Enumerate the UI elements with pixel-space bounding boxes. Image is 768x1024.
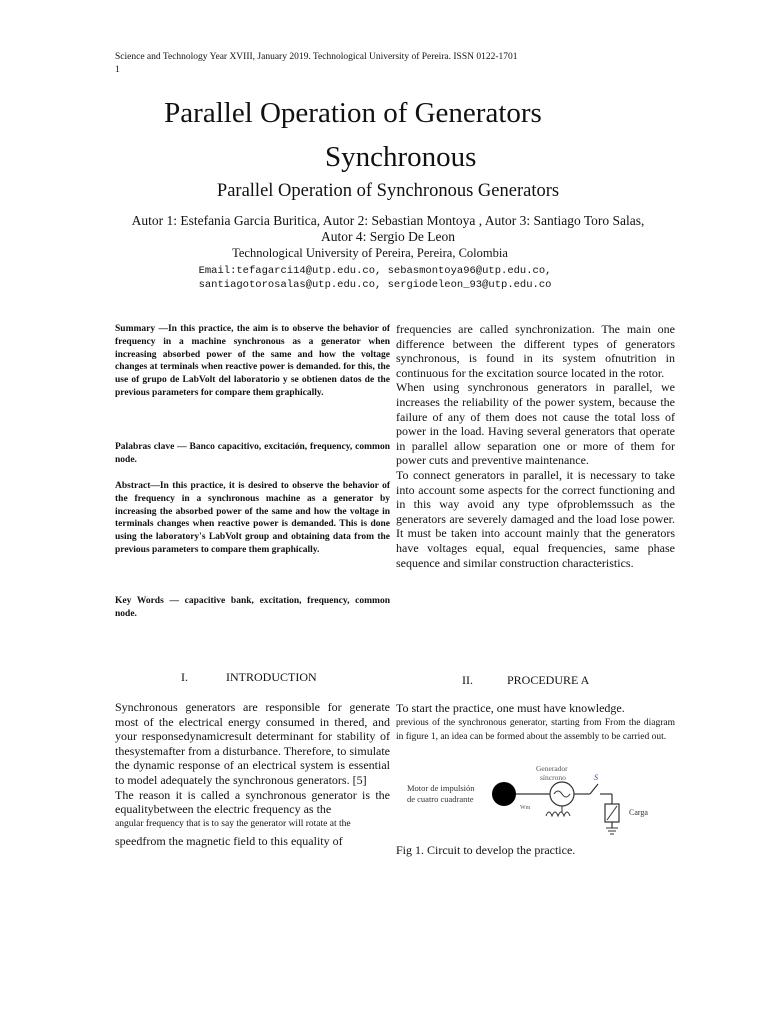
authors-line2: Autor 4: Sergio De Leon — [321, 229, 455, 244]
palabras-clave-text: Palabras clave — Banco capacitivo, excitación, frequency, common node. — [115, 442, 390, 465]
wm-label: Wm — [520, 805, 531, 811]
author-list — [0, 213, 768, 245]
generator-label-1: Generador — [536, 764, 568, 773]
right-paragraph-1: frequencies are called synchronization. The main one difference between the different types of generators synchronous, is found in its system ofnutrition in continuous for the excitation source located in the rotor. — [396, 322, 675, 380]
palabras-block — [115, 441, 390, 467]
paper-title-line2: Synchronous — [325, 141, 477, 173]
abstract-text: Abstract—In this practice, it is desired to observe the behavior of the frequency in a synchronous machine as a generator by increasing the absorbed power of the same and how the voltage in terminals changes when reactive power is demanded. This is done using the laboratory's LabVolt group and obtaining data from the previous parameters to compare them graphically. — [115, 481, 390, 555]
keywords-block — [115, 595, 390, 621]
figure-1-caption: Fig 1. Circuit to develop the practice. — [396, 843, 576, 857]
section-1-title: INTRODUCTION — [226, 670, 317, 684]
section-1-number: I. — [181, 670, 188, 684]
page-number: 1 — [115, 65, 120, 75]
paper-title-line1: Parallel Operation of Generators — [164, 97, 542, 129]
section-2-title: PROCEDURE A — [507, 673, 590, 687]
switch-label: S — [594, 773, 598, 782]
sine-wave-icon — [554, 791, 570, 797]
paper-subtitle: Parallel Operation of Synchronous Generators — [216, 181, 560, 201]
figure-1-circuit — [400, 760, 680, 835]
journal-header — [115, 51, 518, 77]
affiliation: Technological University of Pereira, Pereira, Colombia — [232, 246, 508, 260]
motor-label-2: de cuatro cuadrante — [407, 794, 474, 804]
load-label: Carga — [629, 808, 648, 817]
email-line2: santiagotorosalas@utp.edu.co, sergiodeleon_93@utp.edu.co — [198, 279, 552, 291]
keywords-text: Key Words — capacitive bank, excitation, frequency, common node. — [115, 596, 390, 619]
motor-label-1: Motor de impulsión — [407, 783, 475, 793]
motor-symbol — [492, 782, 516, 806]
email-block — [0, 264, 750, 292]
intro-paragraph-3: angular frequency that is to say the generator will rotate at the — [115, 818, 351, 829]
excitation-coil-icon — [546, 812, 570, 816]
summary-block — [115, 323, 390, 400]
circuit-diagram — [400, 760, 680, 835]
abstract-block — [115, 480, 390, 557]
switch-blade — [590, 784, 598, 794]
generator-label-2: síncrono — [540, 773, 566, 782]
intro-paragraph-1: Synchronous generators are responsible for generate most of the electrical energy consumed in thered, and your responsedynamicresult determinant for stability of thesystemafter from a disturbance. Therefore, to simulate the dynamic response of an electrical system is essential to model adequately the synchronous generators. [5] — [115, 700, 391, 787]
summary-text: Summary —In this practice, the aim is to observe the behavior of frequency in a machine synchronous as a generator when increasing absorbed power of the same and how the voltage changes at terminals when reactive power is demanded. for this, the use of grupo de LabVolt del laboratorio y se obtienen datos de the previous parameters for compare them graphically. — [115, 324, 390, 398]
intro-paragraph-4: speedfrom the magnetic field to this equality of — [115, 833, 343, 848]
procedure-block — [396, 701, 675, 744]
journal-line: Science and Technology Year XVIII, January 2019. Technological University of Pereira. ISSN 0122-1701 — [115, 52, 518, 62]
authors-line1: Autor 1: Estefania Garcia Buritica, Autor 2: Sebastian Montoya , Autor 3: Santiago Toro Salas, — [131, 213, 645, 228]
right-text-block — [396, 322, 675, 570]
load-diagonal — [607, 806, 617, 820]
right-paragraph-3: To connect generators in parallel, it is necessary to take into account some aspects for the correct functioning and in this way avoid any type ofproblemssuch as the generators are severely damaged and the load lose power. It must be taken into account mainly that the generators have voltages equal, equal frequencies, same phase sequence and similar construction characteristics. — [396, 467, 675, 570]
intro-block — [115, 700, 390, 848]
right-paragraph-2: When using synchronous generators in parallel, we increases the reliability of the power system, because the failure of any of them does not cause the total loss of power in the load. Having several generators that operate in parallel allow separation one or more of them for power cuts and preventive maintenance. — [396, 380, 675, 468]
procedure-paragraph-1: To start the practice, one must have knowledge. — [396, 701, 625, 715]
intro-paragraph-2: The reason it is called a synchronous generator is the equalitybetween the electric frequency as the — [115, 787, 390, 817]
procedure-paragraph-2: previous of the synchronous generator, starting from From the diagram in figure 1, an idea can be formed about the assembly to be carried out. — [396, 717, 675, 742]
email-line1: Email:tefagarci14@utp.edu.co, sebasmontoya96@utp.edu.co, — [198, 265, 552, 277]
section-2-number: II. — [462, 673, 473, 687]
